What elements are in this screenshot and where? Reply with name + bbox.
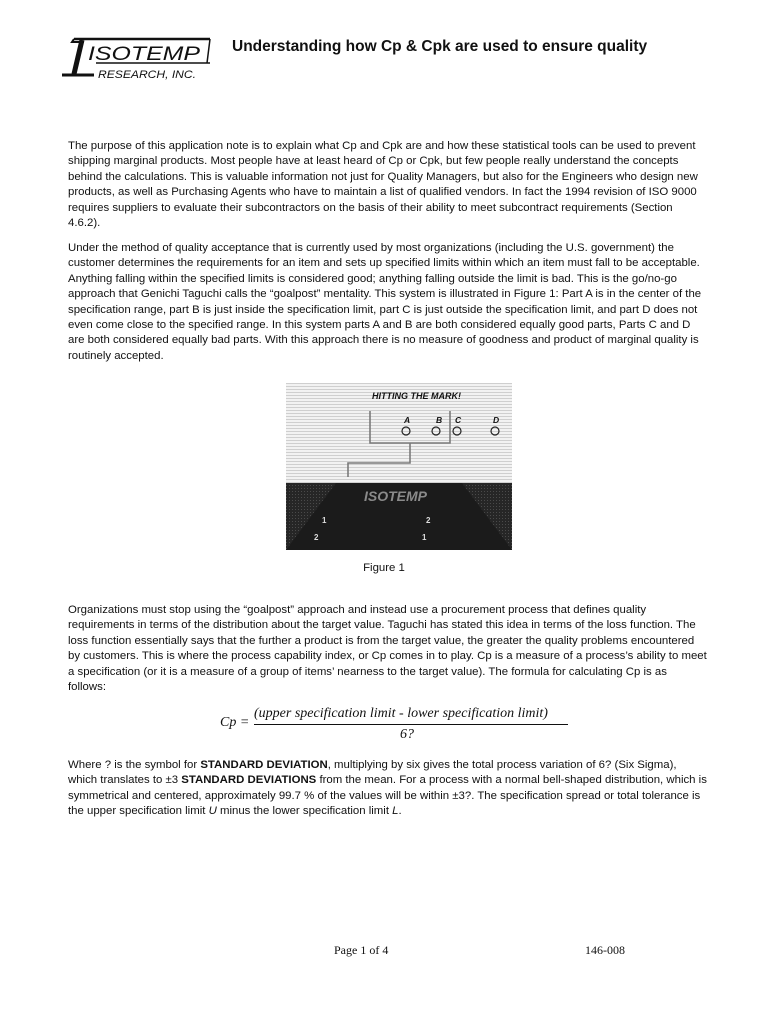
formula-denominator: 6?	[400, 727, 414, 742]
goalpost-paragraph: Under the method of quality acceptance that is currently used by most organizations (including the U.S. government) the customer determines the requirements for an item and sets up specified limits within which an item must fall to be acceptable. Anything falling within the specified limits is considered good; anything falling outside the limit is bad. This is the go/no-go approach that Genichi Taguchi calls the “goalpost” mentality. This system is illustrated in Figure 1: Part A is in the center of the specification range, part B is just inside the specification limit, part C is just outside the specification limit, and part D does not even come close to the specified range. In this system parts A and B are both considered equally good parts, Parts C and D are both considered equally bad parts. With this approach there is no measure of goodness and product of marginal quality is routinely accepted.	[68, 242, 702, 362]
standard-deviation-paragraph	[68, 758, 708, 820]
part-d-label: D	[493, 415, 500, 425]
part-c-label: C	[455, 415, 462, 425]
cp-formula	[220, 706, 580, 750]
field-text: ISOTEMP	[364, 488, 428, 504]
yard-number: 2	[426, 516, 431, 525]
yard-number: 1	[422, 533, 427, 542]
p4-text: from the mean. For a process with a normal bell-shaped distribution, which is symmetrical and centered, approximately 99.7 % of the values will be within ±3?. The specification spread or total tolerance is the upper specification limit	[68, 774, 707, 818]
figure-heading: HITTING THE MARK!	[372, 391, 461, 401]
intro-paragraph: The purpose of this application note is to explain what Cp and Cpk are and how these statistical tools can be used to prevent shipping marginal products. Most people have at least heard of Cp or Cpk, but few people really understand the concepts behind the calculations. This is valuable information not just for Quality Managers, but also for the Engineers who design new products, as well as Purchasing Agents who have to maintain a list of qualified vendors. In fact the 1994 revision of ISO 9000 requires suppliers to evaluate their subcontractors on the basis of their ability to meet subcontract requirements (Section 4.6.2).	[68, 140, 698, 230]
fraction-bar	[254, 724, 568, 725]
lower-limit-symbol: L	[392, 805, 399, 818]
standard-deviation-term: STANDARD DEVIATION	[200, 759, 328, 771]
loss-function-paragraph: Organizations must stop using the “goalpost” approach and instead use a procurement process that defines quality requirements in terms of the distribution about the target value. Taguchi has stated this idea in terms of the loss function. The loss function essentially says that the further a product is from the target value, the greater the quality problems encountered by customers. This is where the process capability index, or Cp comes in to play. Cp is a measure of a process’s ability to meet a specification (or it is a measure of a group of items’ nearness to the target value). The formula for calculating Cp is as follows:	[68, 604, 707, 694]
p4-text: .	[398, 805, 402, 818]
logo-text: ISOTEMP	[88, 44, 201, 65]
upper-limit-symbol: U	[208, 805, 217, 818]
p4-text: minus the lower specification limit	[216, 805, 393, 818]
standard-deviations-term: STANDARD DEVIATIONS	[181, 774, 317, 787]
p4-text: , multiplying by six gives the total process variation of 6? (Six Sigma), which translates to ±3	[68, 759, 677, 787]
figure-hitting-the-mark	[286, 383, 512, 550]
formula-lhs: Cp =	[220, 715, 250, 730]
document-number: 146-008	[585, 943, 625, 957]
page-number: Page 1 of 4	[334, 943, 389, 957]
yard-number: 2	[314, 533, 319, 542]
yard-number: 1	[322, 516, 327, 525]
document-title: Understanding how Cp & Cpk are used to ensure quality	[232, 38, 648, 55]
figure-caption: Figure 1	[363, 562, 405, 574]
part-b-label: B	[436, 415, 443, 425]
isotemp-logo	[60, 34, 218, 82]
logo-subtext: RESEARCH, INC.	[98, 69, 196, 81]
part-a-label: A	[404, 415, 411, 425]
formula-numerator: (upper specification limit - lower specification limit)	[254, 706, 548, 721]
p4-text: Where ? is the symbol for	[68, 759, 201, 771]
